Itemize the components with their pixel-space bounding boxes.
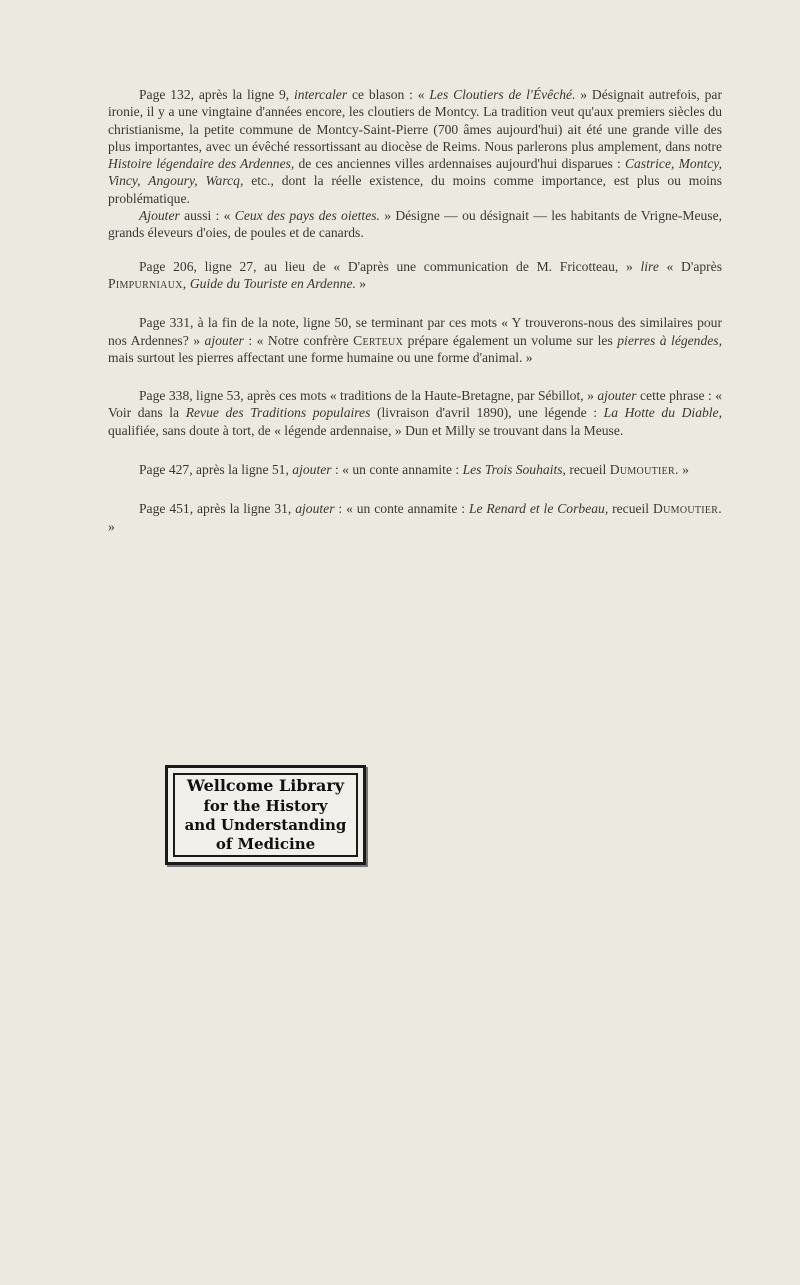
erratum-text (108, 86, 722, 535)
tale-title: Le Renard et le Corbeau, (468, 501, 609, 517)
paragraph-ajouter-oiettes (108, 207, 722, 242)
text-run: » (678, 462, 689, 478)
text-run: « D'après (658, 258, 723, 274)
text-run: » (355, 275, 367, 291)
wellcome-library-stamp (165, 765, 366, 865)
paragraph-page-206 (108, 258, 722, 293)
instruction-word: ajouter (597, 388, 637, 404)
paragraph-page-132 (108, 86, 722, 207)
author-name: Certeux (353, 332, 404, 348)
instruction-word: ajouter (204, 332, 244, 348)
journal-title: Revue des Traditions populaires (185, 405, 371, 421)
text-run: : « un conte annamite : (334, 501, 469, 517)
text-run: » Désigne — ou désignait — les habitants de Vrigne-Meuse, grands éleveurs d'oies, de poules et de canards. (108, 208, 723, 241)
text-run: Page 427, après la ligne 51, (139, 462, 293, 478)
paragraph-page-427 (108, 461, 722, 478)
legend-title: La Hotte du Diable, (603, 405, 722, 421)
text-run: qualifiée, sans doute à tort, de « légende ardennaise, » Dun et Milly se trouvant dans la Meuse. (108, 422, 624, 438)
paragraph-page-331 (108, 314, 722, 366)
instruction-word: intercaler (294, 87, 348, 102)
paragraph-page-451 (108, 500, 722, 535)
author-name: Pimpurniaux, (108, 275, 187, 291)
tale-title: Les Trois Souhaits, (462, 462, 566, 478)
instruction-word: ajouter (295, 501, 335, 517)
text-run: : « Notre confrère (243, 332, 354, 348)
text-run: » Désignait autrefois, par ironie, il y a une vingtaine d'années encore, les cloutiers de Montcy. La tradition veut qu'aux premiers siècles du christianisme, la petite commune de Montcy-Saint-Pierre (700 âmes aujourd'hui) ait été une grande ville des plus importantes, avec un évêché ressortissant au diocèse de Reims. Nous parlerons plus amplement, dans notre (108, 87, 722, 154)
town-list: Castrice, Montcy, Vincy, Angoury, Warcq, (108, 156, 722, 189)
stamp-line-1: Wellcome Library (186, 776, 345, 795)
text-run: Page 331, à la fin de la note, ligne 50, se terminant par ces mots « Y trouverons-nous des similaires pour nos Ardennes? » (108, 315, 722, 348)
text-run: ce blason : « (347, 87, 430, 102)
text-run: cette phrase : « Voir dans la (108, 388, 722, 421)
text-run: etc., dont la réelle existence, du moins comme importance, est plus ou moins problématique. (108, 173, 723, 206)
text-run: de ces anciennes villes ardennaises aujourd'hui disparues : (294, 156, 625, 172)
paragraph-page-338 (108, 387, 722, 439)
text-run: (livraison d'avril 1890), une légende : (370, 405, 604, 421)
text-run: Page 451, après la ligne 31, (139, 501, 296, 517)
text-run: recueil (565, 462, 610, 478)
blason-title: Les Cloutiers de l'Évêché. (429, 87, 576, 102)
author-name: Dumoutier. (652, 501, 722, 517)
stamp-line-2: for the History (203, 797, 328, 815)
instruction-word: lire (640, 258, 659, 274)
book-title: pierres à légendes, (617, 332, 722, 348)
stamp-line-4: of Medicine (215, 835, 316, 853)
author-name: Dumoutier. (609, 462, 679, 478)
text-run: » (108, 518, 115, 534)
text-run: prépare également un volume sur les (403, 332, 618, 348)
text-run: mais surtout les pierres affectant une forme humaine ou une forme d'animal. » (108, 349, 533, 365)
text-run: recueil (608, 501, 653, 517)
blason-title: Ceux des pays des oiettes. (234, 208, 380, 224)
instruction-word: ajouter (292, 462, 332, 478)
text-run: Page 132, après la ligne 9, (139, 87, 295, 102)
book-title: Histoire légendaire des Ardennes, (108, 156, 295, 172)
text-run: aussi : « (179, 208, 235, 224)
instruction-word: Ajouter (139, 208, 180, 224)
text-run: Page 206, ligne 27, au lieu de « D'après une communication de M. Fricotteau, » (139, 258, 641, 274)
text-run: : « un conte annamite : (331, 462, 463, 478)
stamp-border (173, 773, 358, 857)
book-title: Guide du Touriste en Ardenne. (189, 275, 356, 291)
text-run: Page 338, ligne 53, après ces mots « traditions de la Haute-Bretagne, par Sébillot, » (139, 388, 598, 404)
stamp-line-3: and Understanding (184, 816, 347, 834)
